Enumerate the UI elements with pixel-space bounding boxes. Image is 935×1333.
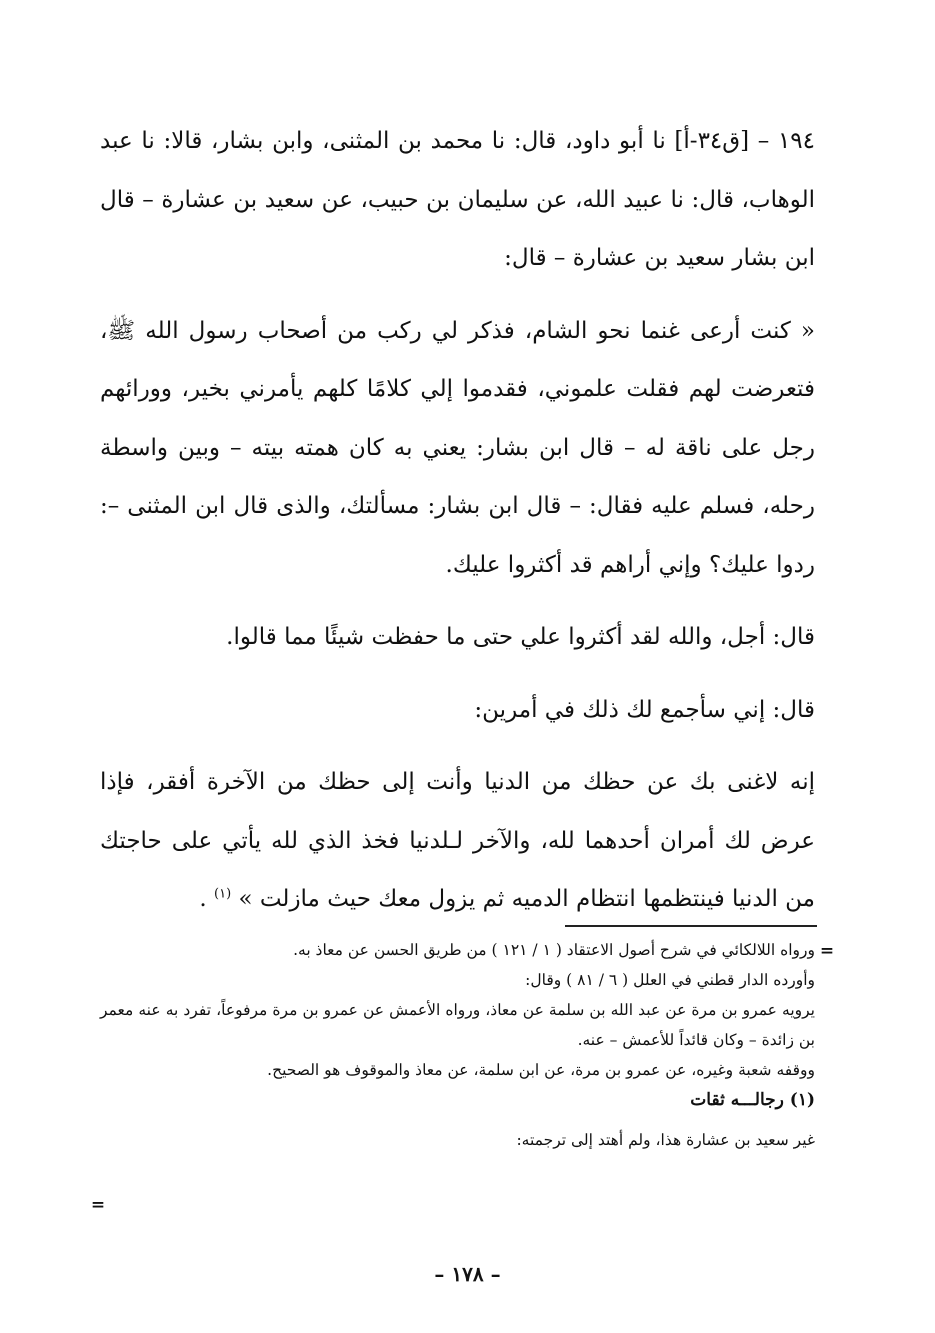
narration-paragraph: « كنت أرعى غنما نحو الشام، فذكر لي ركب من أصحاب رسول الله ﷺ، فتعرضت لهم فقلت علموني، فقدموا إلي كلامًا كلهم يأمرني بخير، وورائهم رجل على ناقة له – قال ابن بشار: يعني به كان همته بيته – وبين واسطة رحله، فسلم عليه فقال: – قال ابن بشار: مسألتك، والذى قال ابن المثنى –: ردوا عليك؟ وإني أراهم قد أكثروا عليك. — [100, 317, 815, 578]
end-period: . — [199, 886, 207, 912]
footnote-continuation-mark-bottom: = — [90, 1195, 106, 1215]
footnote-continuation-mark-top: = — [819, 941, 835, 961]
advice-paragraph — [100, 753, 815, 929]
footnote-line: غير سعيد بن عشارة هذا، ولم أهتد إلى ترجمته: — [516, 1131, 815, 1149]
reply-paragraph: قال: أجل، والله لقد أكثروا علي حتى ما حفظت شيئًا مما قالوا. — [226, 624, 815, 650]
advice-text: إنه لاغنى بك عن حظك من الدنيا وأنت إلى حظك من الآخرة أفقر، فإذا عرض لك أمران أحدهما لله، والآخر لـلدنيا فخذ الذي لله يأتي على حاجتك من الدنيا فينتظمها انتظام الدميه ثم يزول معك حيث مازلت » — [100, 769, 815, 912]
page-number: – ١٧٨ – — [434, 1262, 501, 1286]
promise-paragraph: قال: إني سأجمع لك ذلك في أمرين: — [474, 696, 815, 723]
footnote-heading: (١) رجالـــه ثقات — [690, 1090, 815, 1110]
footnote-line: يرويه عمرو بن مرة عن عبد الله بن سلمة عن معاذ، ورواه الأعمش عن عمرو بن مرة مرفوعاً، تفرد به عنه معمر بن زائدة – وكان قائداً للأعمش – عنه. — [100, 1001, 815, 1049]
main-text — [100, 112, 815, 929]
footnote-separator — [565, 925, 817, 927]
footnote-line: ووقفه شعبة وغيره، عن عمرو بن مرة، عن ابن سلمة، عن معاذ والموقوف هو الصحيح. — [267, 1061, 815, 1079]
footnote-reference: (١) — [214, 886, 232, 902]
hadith-chain-paragraph: ١٩٤ – [ق٣٤-أ] نا أبو داود، قال: نا محمد بن المثنى، وابن بشار، قالا: نا عبد الوهاب، قال: نا عبيد الله، عن سليمان بن حبيب، عن سعيد بن عشارة – قال ابن بشار سعيد بن عشارة – قال: — [100, 128, 815, 271]
footnote-line: ورواه اللالكائي في شرح أصول الاعتقاد ( ١ / ١٢١ ) من طريق الحسن عن معاذ به. — [293, 941, 815, 959]
footnotes — [100, 935, 815, 1155]
footnote-line: وأورده الدار قطني في العلل ( ٦ / ٨١ ) وقال: — [525, 971, 815, 989]
